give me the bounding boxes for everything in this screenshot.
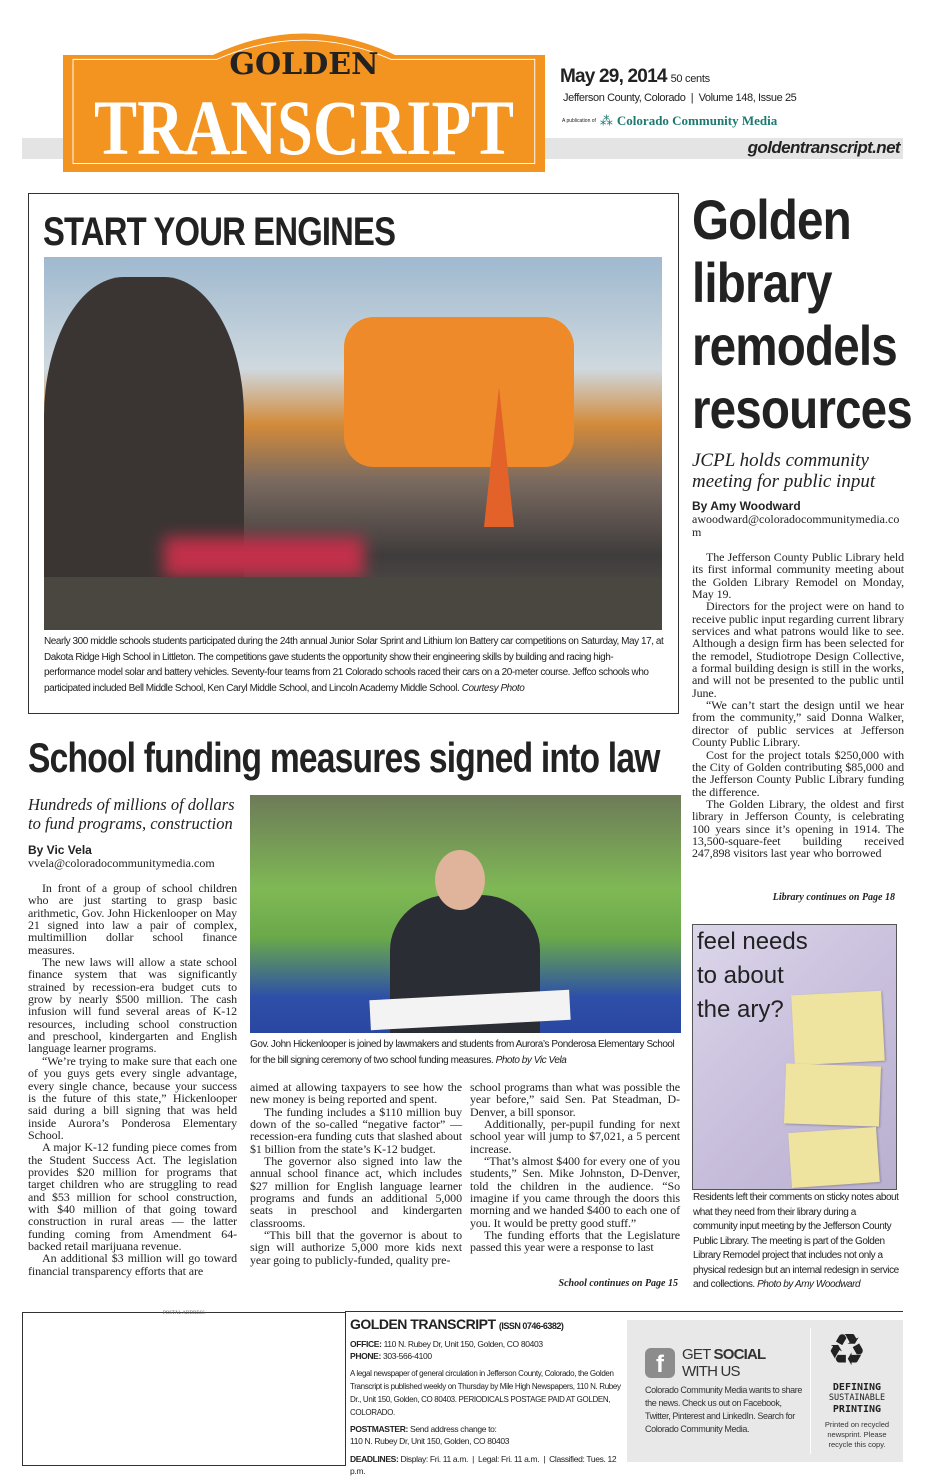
paragraph: school programs than what was possible the year before,” said Sen. Pat Steadman, D-Denver, a bill sponsor. <box>470 1080 680 1119</box>
footer-divider <box>345 1311 903 1312</box>
school-author-email[interactable]: vvela@coloradocommunitymedia.com <box>28 856 215 870</box>
paragraph: Cost for the project totals $250,000 with the City of Golden contributing $85,000 and the Jefferson County Public Library funding the difference. <box>692 747 904 799</box>
paragraph: The funding efforts that the Legislature passed this year were a response to last <box>470 1228 680 1255</box>
bill-signing-caption: Gov. John Hickenlooper is joined by lawmakers and students from Aurora’s Ponderosa Elementary School for the bill signing ceremony of two school funding measures. Photo by Vic Vela <box>250 1039 675 1066</box>
postal-address-box: POSTAL ADDRESS <box>22 1312 346 1466</box>
paragraph: “That’s almost $400 for every one of you students,” Sen. Mike Johnston, D-Denver, told the children in the audience. “So imagine if you came through the doors this morning and we handed $400 to each one of you. It would be pretty good stuff.” <box>470 1154 680 1230</box>
svg-text:GOLDEN: GOLDEN <box>229 47 379 82</box>
issue-date: May 29, 2014 50 cents <box>560 66 710 87</box>
golden-transcript-logo <box>63 22 545 172</box>
school-jump-line[interactable]: School continues on Page 15 <box>558 1278 678 1289</box>
paragraph: Directors for the project were on hand to receive public input regarding current library services and what patrons would like to see. Although a design firm has been selected for the remodel, Studiotrope Design Collective, a formal building design is still in the works, and will not be presented to the public until June. <box>692 599 904 700</box>
library-jump-line[interactable]: Library continues on Page 18 <box>772 892 895 903</box>
recycle-icon: ♻ <box>827 1326 867 1375</box>
solar-car-race-photo <box>44 257 662 630</box>
paragraph: In front of a group of school children who are just starting to grasp basic arithmetic, Gov. John Hickenlooper on May 21 signed into law a pair of complex, multimillion dollar school finance measures. <box>28 881 237 957</box>
paragraph: The funding includes a $110 million buy down of the so-called “negative factor” — recession-era funding cuts that slashed about $1 billion from the state’s K-12 budget. <box>250 1104 462 1156</box>
paragraph: The Golden Library, the oldest and first library in Jefferson County, is celebrating 100 years since it’s opening in 1914. The 13,500-square-feet building received 247,898 visitors last year who borrowed <box>692 796 904 861</box>
paragraph: The new laws will allow a state school finance system that was significantly strained by recession-era budget cuts to grow by nearly $500 million. The cash infusion will fund several areas of K-12 resources, including school construction and preschool, kindergarten and English language learner programs. <box>28 955 237 1056</box>
paragraph: The Jefferson County Public Library held its first informal community meeting about the Golden Library Remodel on Monday, May 19. <box>692 550 904 602</box>
feature-headline: START YOUR ENGINES <box>43 210 396 254</box>
website-link[interactable]: goldentranscript.net <box>747 138 900 157</box>
school-byline: By Vic Vela <box>28 843 92 857</box>
school-body-col2 <box>250 1081 462 1266</box>
school-subhead: Hundreds of millions of dollars to fund programs, construction <box>28 795 235 833</box>
paragraph: Additionally, per-pupil funding for next school year will jump to $7,021, a 5 percent increase. <box>470 1117 680 1156</box>
paper-info: GOLDEN TRANSCRIPT (ISSN 0746-6382) OFFICE: 110 N. Rubey Dr, Unit 150, Golden, CO 80403 PHONE: 303-566-4100 A legal newspaper of general circulation in Jefferson County, Colorado, the Golden Transcript is published weekly on Thursday by Mile High Newspapers, 110 N. Rubey Dr., Unit 150, Golden, CO 80403. PERIODICALS POSTAGE PAID AT GOLDEN, COLORADO. POSTMASTER: Send address change to: 110 N. Rubey Dr, Unit 150, Golden, CO 80403 DEADLINES: Display: Fri. 11 a.m. | Legal: Fri. 11 a.m. | Classified: Tues. 12 p.m. <box>350 1316 621 1476</box>
library-byline: By Amy Woodward <box>692 499 801 513</box>
publisher-line: A publication of ⁂ Colorado Community Media <box>562 113 778 128</box>
school-body-col1 <box>28 882 237 1277</box>
library-headline: Golden library remodels resources <box>692 188 912 440</box>
social-box: f GET SOCIAL WITH US Colorado Community Media wants to share the news. Check us out on Facebook, Twitter, Pinterest and LinkedIn. Search for Colorado Community Media. ♻ DEFINING SUSTAINABLE PRINTING Printed on recycled newsprint. Please recycle this copy. <box>627 1320 903 1462</box>
paragraph: “This bill that the governor is about to sign will authorize 5,000 more kids next year going to publicly-funded, quality pre- <box>250 1228 462 1267</box>
library-article <box>692 450 904 860</box>
library-body <box>692 551 904 860</box>
sticky-notes-caption: Residents left their comments on sticky notes about what they need from their library during a community input meeting by the Jefferson County Public Library. The meeting is part of the Golden Library Remodel project that includes not only a physical redesign but an internal redesign in service and collections. Photo by Amy Woodward <box>693 1192 899 1290</box>
paragraph: “We can’t start the design until we hear from the community,” said Donna Walker, director of public services at Jefferson County Public Library. <box>692 698 904 750</box>
bill-signing-photo <box>250 795 681 1033</box>
school-article-col1 <box>28 795 237 1277</box>
school-body-col3 <box>470 1081 680 1254</box>
svg-text:TRANSCRIPT: TRANSCRIPT <box>94 84 514 171</box>
paragraph: “We’re trying to make sure that each one of you guys gets every single advantage, every single chance, because your success is the future of this state,” Hickenlooper said during a bill signing that was held inside Aurora’s Ponderosa Elementary School. <box>28 1053 237 1142</box>
sticky-notes-photo: feel needs to about the ary? <box>692 924 897 1190</box>
paragraph: The governor also signed into law the annual school finance act, which includes $27 million for English language learner programs and funds an additional 5,000 seats in preschool and kindergarten classrooms. <box>250 1154 462 1230</box>
school-headline: School funding measures signed into law <box>28 734 660 781</box>
facebook-icon[interactable]: f <box>645 1348 675 1378</box>
feature-photo-caption: Nearly 300 middle schools students participated during the 24th annual Junior Solar Sprint and Lithium Ion Battery car competitions on Saturday, May 17, at Dakota Ridge High School in Littleton. The competitions gave students the opportunity show their engineering skills by building and racing high-performance model solar and battery vehicles. Seventy-four teams from 21 Colorado schools raced their cars on a 20-meter course. Jeffco schools who participated included Bell Middle School, Ken Caryl Middle School, and Lincoln Academy Middle School. Courtesy Photo <box>44 636 664 694</box>
library-subhead: JCPL holds community meeting for public input <box>692 450 876 492</box>
issue-info: Jefferson County, Colorado | Volume 148, Issue 25 <box>563 92 797 104</box>
paragraph: aimed at allowing taxpayers to see how the new money is being reported and spent. <box>250 1080 462 1107</box>
paragraph: A major K-12 funding piece comes from the Student Success Act. The legislation provides $20 million for programs that target children who are struggling to read and $53 million for school construction, with $40 million of that going toward construction in rural areas — the latter funding coming from Amendment 64-backed retail marijuana revenue. <box>28 1140 237 1253</box>
paragraph: An additional $3 million will go toward financial transparency efforts that are <box>28 1251 237 1278</box>
ccm-logo-icon: ⁂ <box>599 113 613 128</box>
library-author-email[interactable]: awoodward@coloradocommunitymedia.com <box>692 512 900 539</box>
